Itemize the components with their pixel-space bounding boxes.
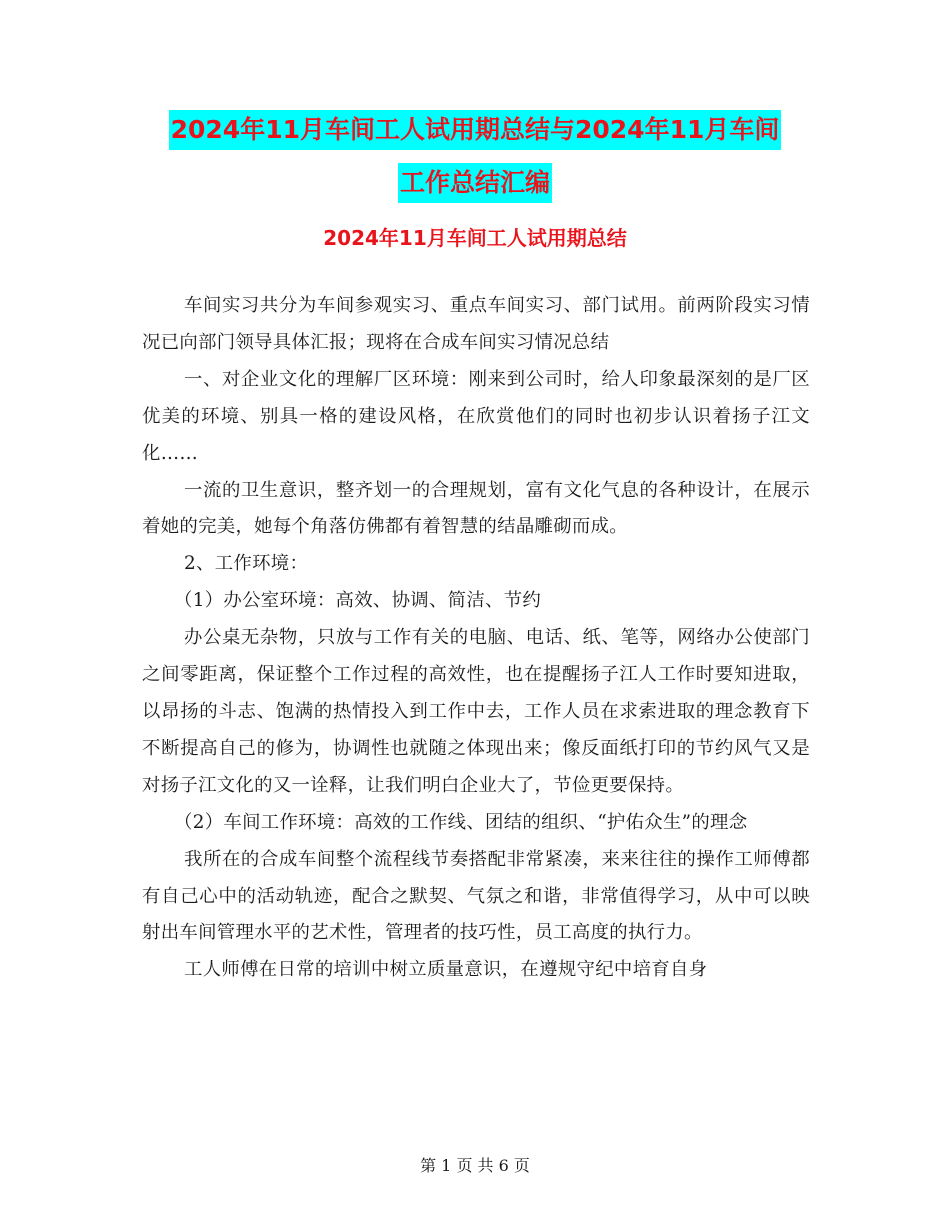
title-line-2: 工作总结汇编 xyxy=(398,163,552,203)
paragraph: 一、对企业文化的理解厂区环境：刚来到公司时，给人印象最深刻的是厂区优美的环境、别具一格的建设风格，在欣赏他们的同时也初步认识着扬子江文化…… xyxy=(142,368,810,464)
document-body xyxy=(142,288,810,989)
paragraph: 我所在的合成车间整个流程线节奏搭配非常紧凑，来来往往的操作工师傅都有自己心中的活动轨迹，配合之默契、气氛之和谐，非常值得学习，从中可以映射出车间管理水平的艺术性，管理者的技巧性，员工高度的执行力。 xyxy=(142,848,810,944)
title-line-1: 2024年11月车间工人试用期总结与2024年11月车间 xyxy=(169,110,782,150)
paragraph: （2）车间工作环境：高效的工作线、团结的组织、“护佑众生”的理念 xyxy=(174,811,748,833)
document-title xyxy=(0,110,950,203)
paragraph: （1）办公室环境：高效、协调、简洁、节约 xyxy=(174,590,542,612)
paragraph: 办公桌无杂物，只放与工作有关的电脑、电话、纸、笔等，网络办公使部门之间零距离，保证整个工作过程的高效性，也在提醒扬子江人工作时要知进取，以昂扬的斗志、饱满的热情投入到工作中去，工作人员在求索进取的理念教育下不断提高自己的修为，协调性也就随之体现出来；像反面纸打印的节约风气又是对扬子江文化的又一诠释，让我们明白企业大了，节俭更要保持。 xyxy=(142,627,810,796)
paragraph: 2、工作环境： xyxy=(184,553,309,575)
section-title: 2024年11月车间工人试用期总结 xyxy=(323,226,627,250)
paragraph: 一流的卫生意识，整齐划一的合理规划，富有文化气息的各种设计，在展示着她的完美，她每个角落仿佛都有着智慧的结晶雕砌而成。 xyxy=(142,479,810,538)
paragraph: 车间实习共分为车间参观实习、重点车间实习、部门试用。前两阶段实习情况已向部门领导具体汇报；现将在合成车间实习情况总结 xyxy=(142,295,810,353)
page-number-footer: 第 1 页 共 6 页 xyxy=(420,1156,530,1175)
paragraph: 工人师傅在日常的培训中树立质量意识，在遵规守纪中培育自身 xyxy=(184,959,708,981)
